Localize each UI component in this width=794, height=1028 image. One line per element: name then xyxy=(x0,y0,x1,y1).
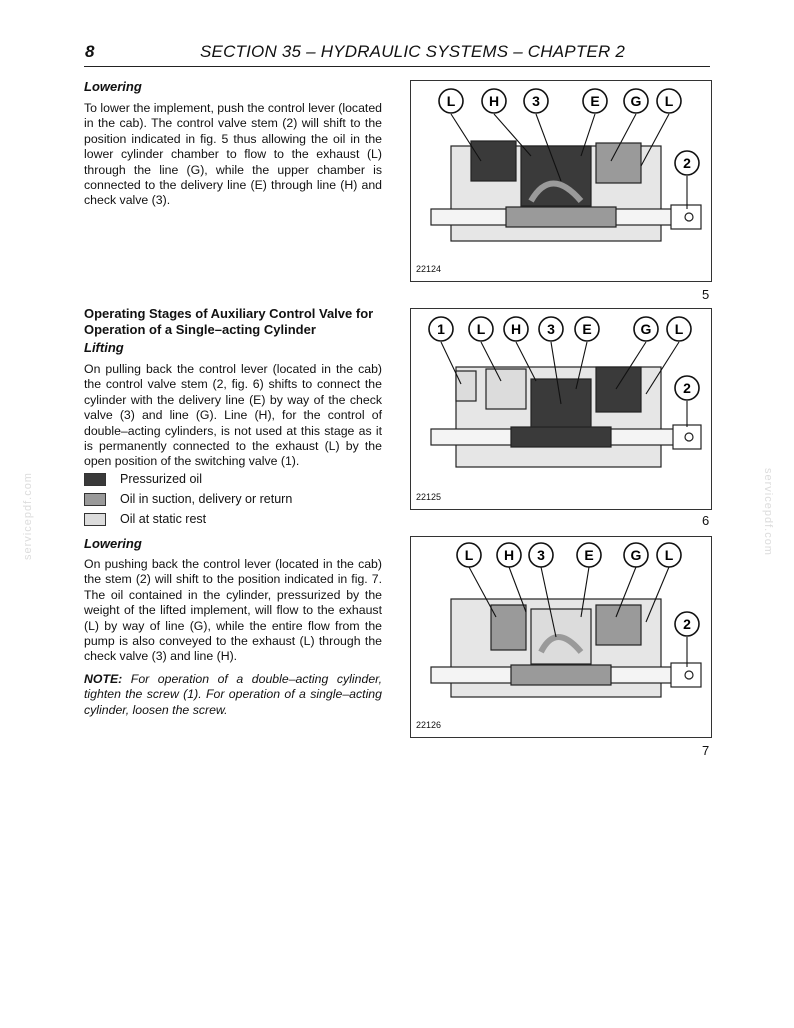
callout-label: G xyxy=(630,547,642,563)
lowering-single-acting-paragraph: On pushing back the control lever (located in the cab) the stem (2) will shift to the position indicated in fig. 7. The oil contained in the cylinder, pressurized by the weight of the lifted implement, will flow to the exhaust (L) by way of line (G), while the entire flow from the pump is also conveyed to the exhaust (L) through the check valve (3) and line (H). xyxy=(84,557,382,664)
callout-label: L xyxy=(664,547,674,563)
callout-label: L xyxy=(464,547,474,563)
figure-7 xyxy=(410,536,712,738)
figure-code: 22126 xyxy=(416,720,442,730)
callout-label: L xyxy=(664,93,674,109)
callout-label: G xyxy=(640,321,652,337)
callout-label: 3 xyxy=(532,93,540,109)
callout-label: 3 xyxy=(547,321,555,337)
figure-code: 22125 xyxy=(416,492,442,502)
pressurized-swatch xyxy=(84,473,106,486)
legend-label: Oil at static rest xyxy=(120,512,207,526)
legend-item xyxy=(84,472,202,486)
callout-label: H xyxy=(488,93,500,109)
side-callout-label: 2 xyxy=(683,155,691,171)
valve-body xyxy=(431,141,701,241)
callout-label: E xyxy=(584,547,594,563)
callout-label: E xyxy=(590,93,600,109)
figure-6 xyxy=(410,308,712,510)
flow-swatch xyxy=(84,493,106,506)
valve-body xyxy=(431,367,701,467)
figure-number: 7 xyxy=(702,743,710,758)
section-heading-lowering-2: Lowering xyxy=(84,536,142,551)
header-rule xyxy=(84,66,710,67)
valve-diagram-fig7 xyxy=(411,537,711,737)
lifting-paragraph: On pulling back the control lever (located in the cab) the control valve stem (2, fig. 6) shifts to connect the cylinder with the delivery line (E) by way of the check valve (3) and line (G). Line (H), for the control of double–acting cylinders, is not used at this stage as it is permanently connected to the exhaust (L) by the open position of the switching valve (1). xyxy=(84,362,382,469)
callout-label: 3 xyxy=(537,547,545,563)
figure-code: 22124 xyxy=(416,264,442,274)
callout-label: G xyxy=(630,93,642,109)
figure-5 xyxy=(410,80,712,282)
page-number: 8 xyxy=(85,42,95,61)
lowering-paragraph: To lower the implement, push the control lever (located in the cab). The control valve stem (2) will shift to the position indicated in fig. 5 thus allowing the oil in the lower cylinder chamber to flow to the exhaust (L) through the line (G), while the upper chamber is connected to the delivery line (E) through line (H) and check valve (3). xyxy=(84,101,383,208)
watermark-left: servicepdf.com xyxy=(22,472,34,560)
section-heading-operating-stages xyxy=(84,306,384,338)
callout-label: L xyxy=(446,93,456,109)
legend-label: Oil in suction, delivery or return xyxy=(120,492,293,506)
callout-label: H xyxy=(510,321,522,337)
subheading-lifting: Lifting xyxy=(84,340,124,355)
note-body: For operation of a double–acting cylinder, tighten the screw (1). For operation of a single–acting cylinder, loosen the screw. xyxy=(84,672,382,717)
callout-label: L xyxy=(476,321,486,337)
callout-label: 1 xyxy=(437,321,445,337)
section-heading-lowering: Lowering xyxy=(84,79,142,94)
figure-number: 5 xyxy=(702,287,710,302)
heading-line-2: Operation of a Single–acting Cylinder xyxy=(84,322,316,337)
legend-item xyxy=(84,512,206,526)
valve-diagram-fig5 xyxy=(411,81,711,281)
legend-label: Pressurized oil xyxy=(120,472,202,486)
callout-label: H xyxy=(503,547,515,563)
static-swatch xyxy=(84,513,106,526)
figure-number: 6 xyxy=(702,513,710,528)
callout-label: L xyxy=(674,321,684,337)
valve-diagram-fig6 xyxy=(411,309,711,509)
legend-item xyxy=(84,492,292,506)
note-label: NOTE: xyxy=(84,672,123,686)
running-head: SECTION 35 – HYDRAULIC SYSTEMS – CHAPTER 2 xyxy=(200,42,626,61)
callout-label: E xyxy=(582,321,592,337)
watermark-right: servicepdf.com xyxy=(762,468,774,556)
side-callout-label: 2 xyxy=(683,616,691,632)
side-callout-label: 2 xyxy=(683,380,691,396)
note-paragraph xyxy=(84,672,382,718)
valve-body xyxy=(431,599,701,697)
heading-line-1: Operating Stages of Auxiliary Control Valve for xyxy=(84,306,374,321)
